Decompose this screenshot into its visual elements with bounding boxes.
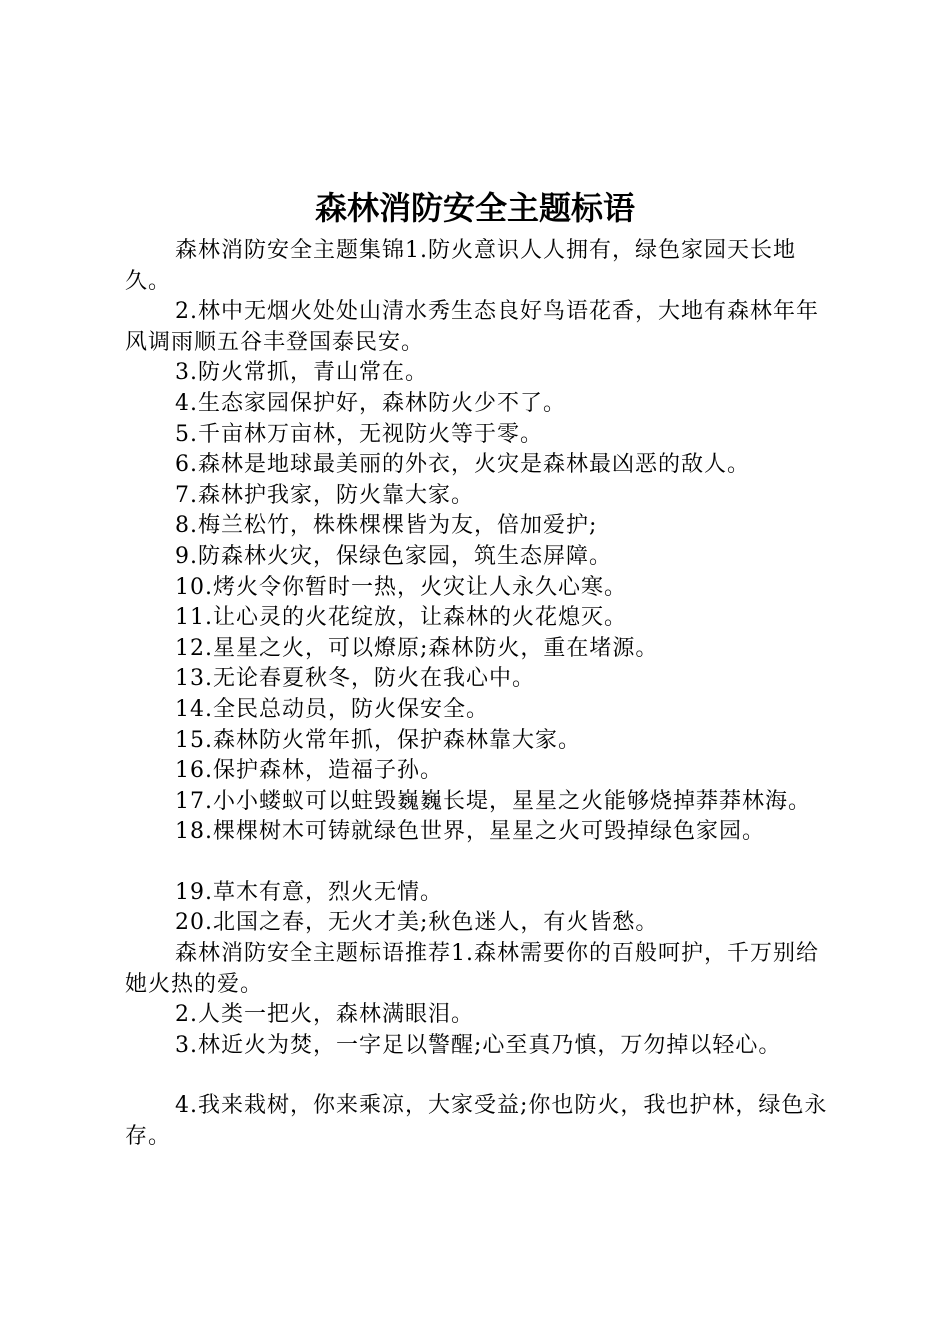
paragraph: 13.无论春夏秋冬，防火在我心中。 bbox=[175, 666, 535, 692]
paragraph: 4.生态家园保护好，森林防火少不了。 bbox=[175, 390, 566, 416]
paragraph: 18.棵棵树木可铸就绿色世界，星星之火可毁掉绿色家园。 bbox=[175, 819, 765, 845]
paragraph: 15.森林防火常年抓，保护森林靠大家。 bbox=[175, 727, 581, 753]
paragraph: 10.烤火令你暂时一热，火灾让人永久心寒。 bbox=[175, 574, 627, 600]
paragraph: 3.林近火为焚，一字足以警醒;心至真乃慎，万勿掉以轻心。 bbox=[175, 1032, 782, 1058]
paragraph: 6.森林是地球最美丽的外衣，火灾是森林最凶恶的敌人。 bbox=[175, 452, 750, 478]
paragraph: 17.小小蝼蚁可以蛀毁巍巍长堤，星星之火能够烧掉莽莽林海。 bbox=[175, 788, 811, 814]
document-title: 森林消防安全主题标语 bbox=[314, 189, 635, 227]
document-body bbox=[125, 236, 835, 1153]
paragraph: 16.保护森林，造福子孙。 bbox=[175, 758, 443, 784]
paragraph: 8.梅兰松竹，株株棵棵皆为友，倍加爱护; bbox=[175, 513, 598, 539]
paragraph: 4.我来栽树，你来乘凉，大家受益;你也防火，我也护林，绿色永存。 bbox=[125, 1093, 828, 1150]
paragraph: 2.林中无烟火处处山清水秀生态良好鸟语花香，大地有森林年年风调雨顺五谷丰登国泰民安。 bbox=[125, 299, 819, 355]
paragraph: 3.防火常抓，青山常在。 bbox=[175, 360, 428, 386]
paragraph: 12.星星之火，可以燎原;森林防火，重在堵源。 bbox=[175, 635, 659, 661]
paragraph: 20.北国之春，无火才美;秋色迷人，有火皆愁。 bbox=[175, 910, 659, 936]
paragraph: 11.让心灵的火花绽放，让森林的火花熄灭。 bbox=[175, 605, 627, 631]
paragraph: 森林消防安全主题标语推荐1.森林需要你的百般呵护，千万别给她火热的爱。 bbox=[125, 941, 819, 997]
paragraph: 森林消防安全主题集锦1.防火意识人人拥有，绿色家园天长地久。 bbox=[125, 238, 796, 294]
paragraph: 9.防森林火灾，保绿色家园，筑生态屏障。 bbox=[175, 543, 612, 569]
paragraph: 14.全民总动员，防火保安全。 bbox=[175, 696, 489, 722]
paragraph: 19.草木有意，烈火无情。 bbox=[175, 879, 443, 905]
paragraph: 7.森林护我家，防火靠大家。 bbox=[175, 482, 474, 508]
paragraph: 2.人类一把火，森林满眼泪。 bbox=[175, 1002, 474, 1028]
paragraph: 5.千亩林万亩林，无视防火等于零。 bbox=[175, 421, 543, 447]
